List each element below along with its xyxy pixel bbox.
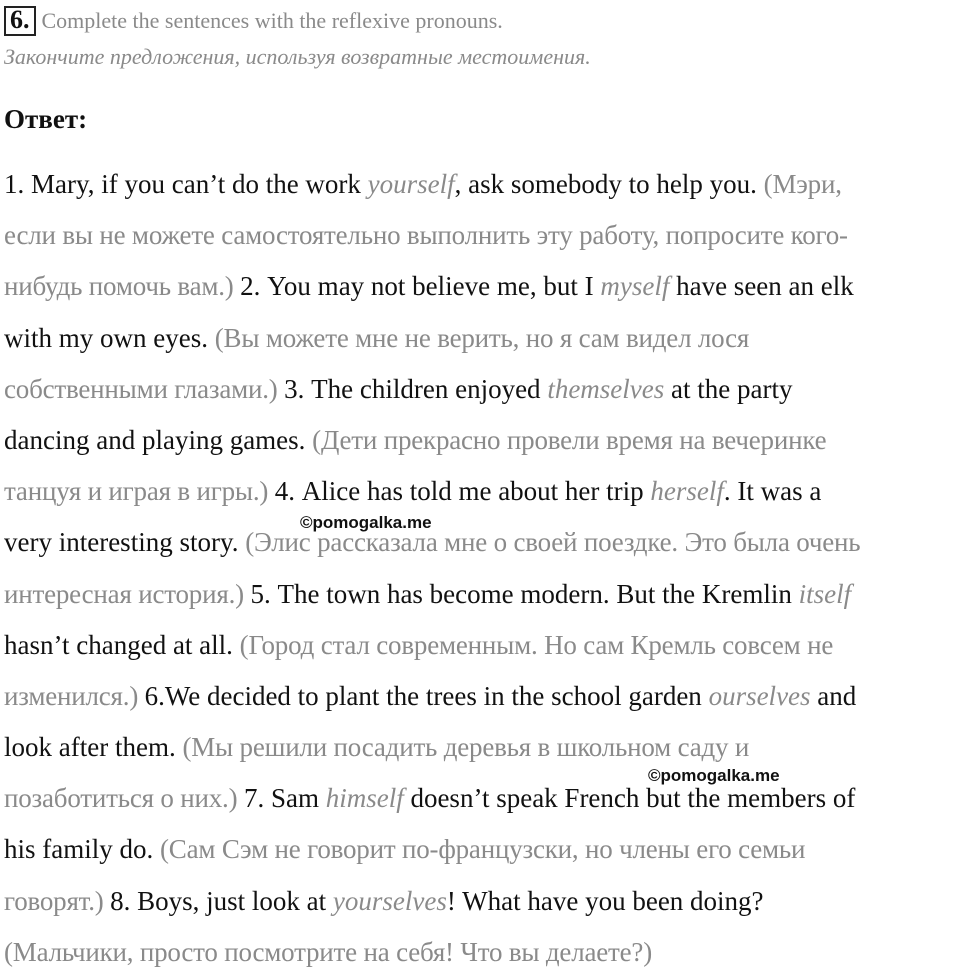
translation-text: позаботиться о них.) — [4, 783, 244, 814]
translation-text: нибудь помочь вам.) — [4, 271, 241, 302]
task-header — [4, 6, 503, 36]
answer-pronoun: myself — [600, 271, 670, 302]
sentence-text: , ask somebody to help you. — [454, 169, 764, 199]
answer-pronoun: ourselves — [708, 680, 811, 711]
sentence-text: 3. The children enjoyed — [284, 373, 548, 404]
translation-text: (Вы можете мне не верить, но я сам видел лося — [214, 322, 750, 353]
sentence-text: at the party — [664, 373, 793, 404]
answer-pronoun: itself — [798, 578, 852, 609]
text-line — [4, 517, 960, 568]
text-line — [4, 159, 960, 210]
task-instruction-en: Complete the sentences with the reflexive pronouns. — [41, 8, 503, 33]
translation-text: танцуя и играя в игры.) — [4, 476, 275, 507]
text-line — [4, 261, 960, 312]
sentence-text: 1. Mary, if you can’t do the work — [4, 169, 368, 199]
sentence-text: doesn’t speak French but the members of — [403, 783, 856, 814]
watermark: ©pomogalka.me — [648, 766, 780, 785]
translation-text: (Дети прекрасно провели время на вечеринке — [312, 424, 827, 455]
translation-text: (Город стал современным. Но сам Кремль совсем не — [239, 629, 834, 660]
translation-text: изменился.) — [4, 680, 145, 711]
sentence-text: . It was a — [723, 476, 822, 507]
answer-pronoun: themselves — [547, 373, 665, 404]
text-line — [4, 876, 960, 927]
text-line — [4, 313, 960, 364]
sentence-text: ! What have you been doing? — [446, 885, 764, 916]
translation-text: (Сам Сэм не говорит по-французски, но члены его семьи — [160, 834, 806, 865]
text-line — [4, 671, 960, 722]
text-line — [4, 569, 960, 620]
text-line — [4, 773, 960, 824]
text-line — [4, 927, 960, 978]
answer-pronoun: yourself — [367, 169, 455, 199]
sentence-text: 4. Alice has told me about her trip — [274, 476, 651, 507]
text-line — [4, 824, 960, 875]
sentence-text: with my own eyes. — [4, 322, 215, 353]
translation-text: (Мы решили посадить деревья в школьном саду и — [182, 732, 750, 763]
translation-text: собственными глазами.) — [4, 373, 285, 404]
sentence-text: hasn’t changed at all. — [4, 629, 240, 660]
sentence-text: 5. The town has become modern. But the Kremlin — [250, 578, 799, 609]
sentence-text: very interesting story. — [4, 527, 246, 558]
translation-text: (Элис рассказала мне о своей поездке. Это была очень — [245, 527, 861, 558]
text-line — [4, 620, 960, 671]
translation-text: если вы не можете самостоятельно выполнить эту работу, попросите кого- — [4, 220, 848, 251]
text-line — [4, 415, 960, 466]
sentence-text: look after them. — [4, 732, 183, 763]
text-line — [4, 722, 960, 773]
answer-pronoun: himself — [325, 783, 404, 814]
watermark: ©pomogalka.me — [300, 513, 432, 532]
answer-pronoun: yourselves — [332, 885, 447, 916]
answer-label: Ответ: — [4, 104, 88, 134]
answer-text — [4, 159, 960, 978]
sentence-text: and — [810, 680, 857, 711]
sentence-text: his family do. — [4, 834, 160, 865]
text-line — [4, 466, 960, 517]
translation-text: интересная история.) — [4, 578, 251, 609]
sentence-text: 7. Sam — [243, 783, 326, 814]
text-line — [4, 210, 960, 261]
sentence-text: dancing and playing games. — [4, 424, 313, 455]
translation-text: (Мальчики, просто посмотрите на себя! Что вы делаете?) — [4, 936, 652, 967]
text-line — [4, 364, 960, 415]
answer-pronoun: herself — [650, 476, 724, 507]
translation-text: (Мэри, — [763, 169, 842, 199]
translation-text: говорят.) — [4, 885, 111, 916]
sentence-text: 2. You may not believe me, but I — [240, 271, 601, 302]
sentence-text: 6.We decided to plant the trees in the school garden — [144, 680, 709, 711]
task-instruction-ru: Закончите предложения, используя возвратные местоимения. — [4, 44, 591, 69]
sentence-text: have seen an elk — [669, 271, 854, 302]
task-number: 6. — [4, 6, 36, 36]
sentence-text: 8. Boys, just look at — [110, 885, 333, 916]
